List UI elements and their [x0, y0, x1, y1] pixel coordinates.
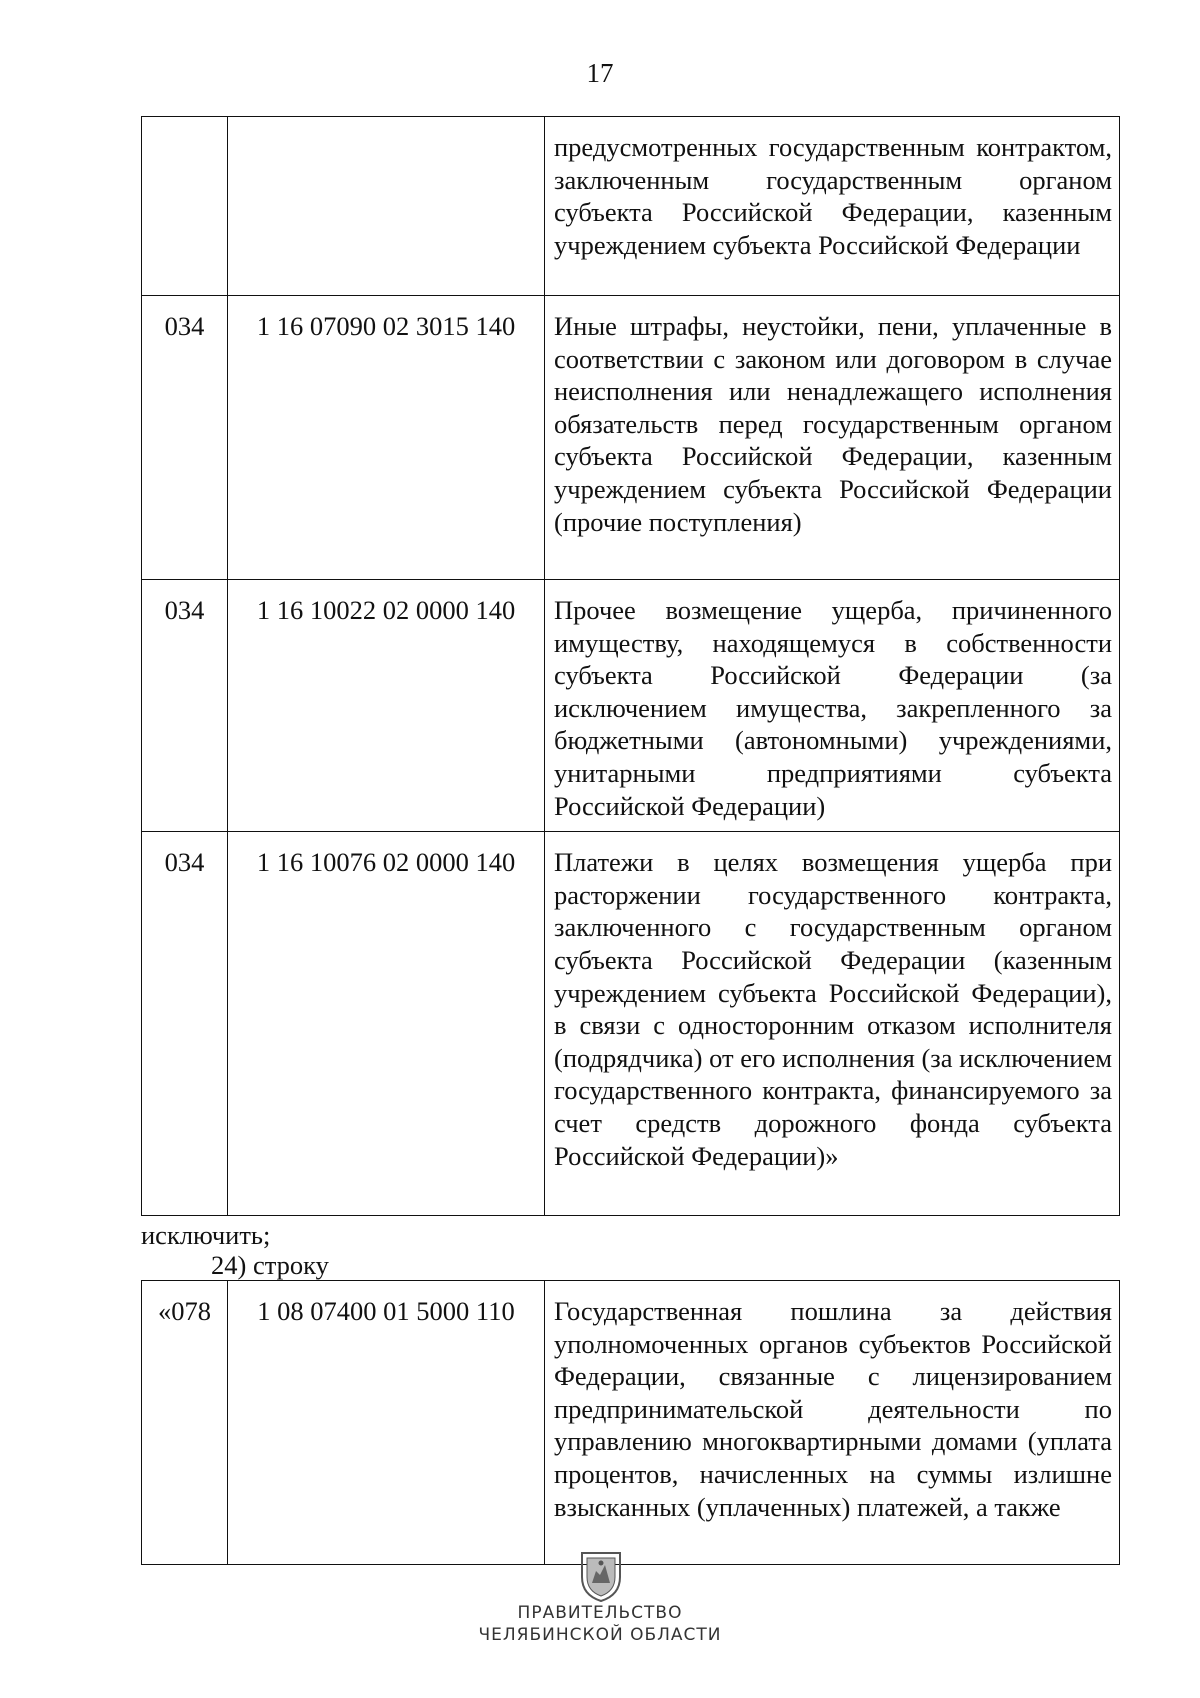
revenue-code-cell: 1 16 07090 02 3015 140 [228, 296, 545, 580]
revenue-code-cell: 1 16 10076 02 0000 140 [228, 832, 545, 1216]
admin-code-cell [142, 117, 228, 296]
table-row [142, 1281, 1120, 1565]
revenue-code-cell: 1 16 10022 02 0000 140 [228, 580, 545, 832]
description-cell: Иные штрафы, неустойки, пени, уплаченные в соответствии с законом или договором в случае неисполнения или ненадлежащего исполнения обязательств перед государственным органом субъекта Российской Федерации, казенным учреждением субъекта Российской Федерации (прочие поступления) [545, 296, 1120, 580]
budget-codes-table [141, 116, 1120, 1216]
description-cell: Платежи в целях возмещения ущерба при расторжении государственного контракта, заключенного с государственным органом субъекта Российской Федерации (казенным учреждением субъекта Российской Федерации), в связи с односторонним отказом исполнителя (подрядчика) от его исполнения (за исключением государственного контракта, финансируемого за счет средств дорожного фонда субъекта Российской Федерации)» [545, 832, 1120, 1216]
table-row [142, 117, 1120, 296]
table-row [142, 832, 1120, 1216]
new-row-table [141, 1280, 1120, 1565]
admin-code-cell: «078 [142, 1281, 228, 1565]
description-cell: Прочее возмещение ущерба, причиненного имуществу, находящемуся в собственности субъекта Российской Федерации (за исключением имущества, закрепленного за бюджетными (автономными) учреждениями, унитарными предприятиями субъекта Российской Федерации) [545, 580, 1120, 832]
stamp-line-1: ПРАВИТЕЛЬСТВО [517, 1603, 683, 1623]
coat-of-arms-icon [578, 1547, 624, 1603]
table-row [142, 580, 1120, 832]
item-24-text: 24) строку [211, 1250, 329, 1280]
exclude-text: исключить; [141, 1220, 271, 1250]
description-cell: предусмотренных государственным контрактом, заключенным государственным органом субъекта Российской Федерации, казенным учреждением субъекта Российской Федерации [545, 117, 1120, 296]
revenue-code-cell: 1 08 07400 01 5000 110 [228, 1281, 545, 1565]
table-row [142, 296, 1120, 580]
admin-code-cell: 034 [142, 296, 228, 580]
page-number: 17 [586, 58, 614, 88]
admin-code-cell: 034 [142, 580, 228, 832]
stamp-line-2: ЧЕЛЯБИНСКОЙ ОБЛАСТИ [478, 1625, 722, 1645]
admin-code-cell: 034 [142, 832, 228, 1216]
description-cell: Государственная пошлина за действия уполномоченных органов субъектов Российской Федерации, связанные с лицензированием предпринимательской деятельности по управлению многоквартирными домами (уплата процентов, начисленных на суммы излишне взысканных (уплаченных) платежей, а также [545, 1281, 1120, 1565]
revenue-code-cell [228, 117, 545, 296]
